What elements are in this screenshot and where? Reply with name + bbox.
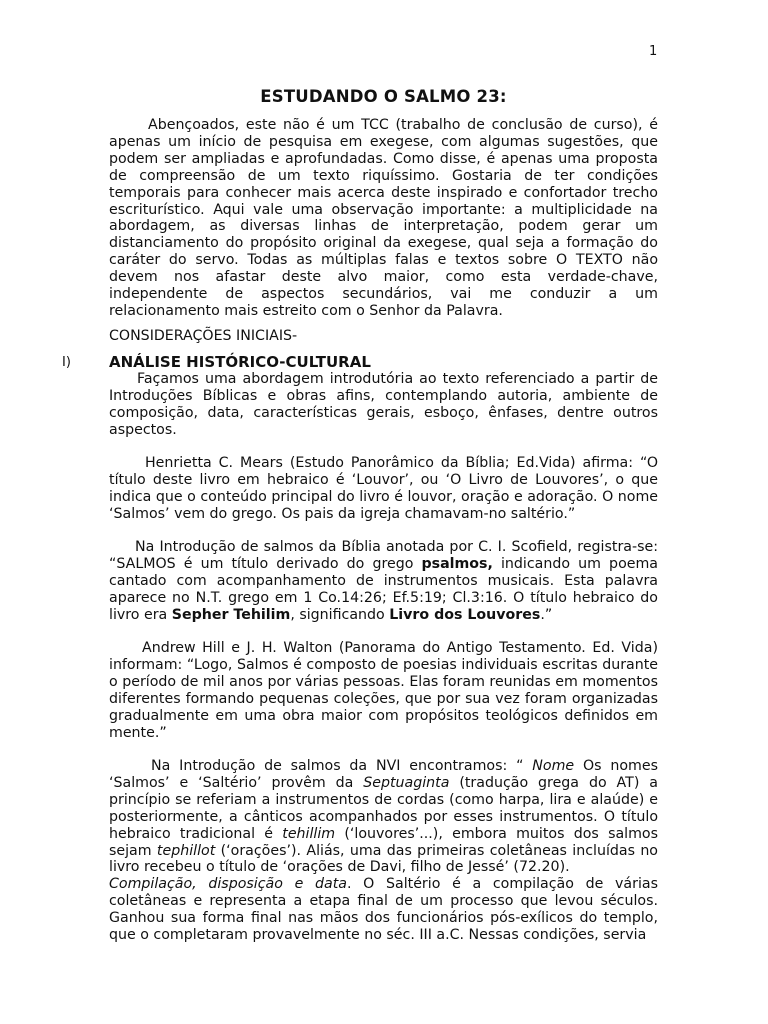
- paragraph-approach-text: Façamos uma abordagem introdutória ao texto referenciado a partir de Introduções Bíblicas e obras afins, contemplando autoria, ambiente de composição, data, características gerais, esboço, ênfases, dentre outros aspectos.: [109, 370, 658, 438]
- nvi-text-2: Os nomes ‘Salmos’ e ‘Saltério’ provêm da: [109, 758, 658, 791]
- paragraph-compilation: [109, 876, 658, 944]
- nvi-term-tephillot: tephillot: [156, 842, 216, 859]
- nvi-term-nome: Nome: [532, 758, 575, 774]
- document-body: [62, 86, 658, 944]
- paragraph-scofield: [109, 539, 658, 624]
- paragraph-approach: [109, 371, 658, 439]
- compilation-text: . O Saltério é a compilação de várias coletâneas e representa a etapa final de um processo que levou séculos. Ganhou sua forma final nas mãos dos funcionários pós-exílicos do templo, que o completaram provavelmente no séc. III a.C. Nessas condições, servia: [109, 876, 658, 944]
- paragraph-hill-walton-text: Andrew Hill e J. H. Walton (Panorama do Antigo Testamento. Ed. Vida) informam: “Logo, Salmos é composto de poesias individuais escritas durante o período de mil anos por várias pessoas. Elas foram reunidas em momentos diferentes formando pequenas coleções, que por sua vez foram organizadas gradualmente em uma obra maior com propósitos teológicos definidos em mente.”: [109, 640, 658, 741]
- scofield-text-4: .”: [540, 606, 553, 623]
- scofield-term-sepher: Sepher Tehilim: [171, 606, 291, 623]
- paragraph-mears-text: Henrietta C. Mears (Estudo Panorâmico da Bíblia; Ed.Vida) afirma: “O título deste livro em hebraico é ‘Louvor’, ou ‘O Livro de Louvores’, o que indica que o conteúdo principal do livro é louvor, oração e adoração. O nome ‘Salmos’ vem do grego. Os pais da igreja chamavam-no saltério.”: [109, 454, 658, 522]
- nvi-term-septuaginta: Septuaginta: [363, 774, 450, 791]
- scofield-text-3: , significando: [290, 606, 390, 623]
- nvi-text-3: (tradução grega do AT) a princípio se referiam a instrumentos de cordas (como harpa, lira e alaúde) e posteriormente, a cânticos acompanhados por esses instrumentos. O título hebraico tradicional é: [109, 774, 658, 842]
- considerations-label: CONSIDERAÇÕES INICIAIS-: [109, 327, 298, 344]
- nvi-text-1: Na Introdução de salmos da NVI encontramos: “: [151, 758, 533, 774]
- nvi-term-tehillim: tehillim: [282, 825, 336, 842]
- nvi-text-4: (‘louvores’...), embora muitos dos salmos sejam: [109, 825, 658, 859]
- document-title: ESTUDANDO O SALMO 23:: [260, 87, 507, 106]
- paragraph-mears: [109, 455, 658, 523]
- scofield-text-1: Na Introdução de salmos da Bíblia anotada por C. I. Scofield, registra-se: “SALMOS é um título derivado do grego: [109, 539, 658, 572]
- scofield-term-livro: Livro dos Louvores: [389, 606, 541, 623]
- compilation-term: Compilação, disposição e data: [109, 876, 347, 893]
- nvi-text-5: (‘orações’). Aliás, uma das primeiras coletâneas incluídas no livro recebeu o título de ‘orações de Davi, filho de Jessé’ (72.20).: [109, 842, 658, 876]
- scofield-text-2: indicando um poema cantado com acompanhamento de instrumentos musicais. Esta palavra aparece no N.T. grego em 1 Co.14:26; Ef.5:19; Cl.3:16. O título hebraico do livro era: [109, 555, 658, 623]
- intro-paragraph: [109, 117, 658, 320]
- section-heading: ANÁLISE HISTÓRICO-CULTURAL: [109, 352, 371, 371]
- intro-text: Abençoados, este não é um TCC (trabalho de conclusão de curso), é apenas um início de pesquisa em exegese, com algumas sugestões, que podem ser ampliadas e aprofundadas. Como disse, é apenas uma proposta de compreensão de um texto riquíssimo. Gostaria de ter condições temporais para conhecer mais acerca deste inspirado e confortador trecho escriturístico. Aqui vale uma observação importante: a multiplicidade na abordagem, as diversas linhas de interpretação, podem gerar um distanciamento do propósito original da exegese, qual seja a formação do caráter do servo. Todas as múltiplas falas e textos sobre O TEXTO não devem nos afastar deste alvo maior, como esta verdade-chave, independente de aspectos secundários, vai me conduzir a um relacionamento mais estreito com o Senhor da Palavra.: [109, 117, 658, 319]
- page-number: 1: [649, 44, 658, 59]
- section-numeral: I): [62, 354, 71, 370]
- scofield-term-psalmos: psalmos,: [421, 555, 493, 572]
- section-heading-row: [62, 352, 658, 371]
- paragraph-nvi: [109, 758, 658, 876]
- paragraph-hill-walton: [109, 640, 658, 741]
